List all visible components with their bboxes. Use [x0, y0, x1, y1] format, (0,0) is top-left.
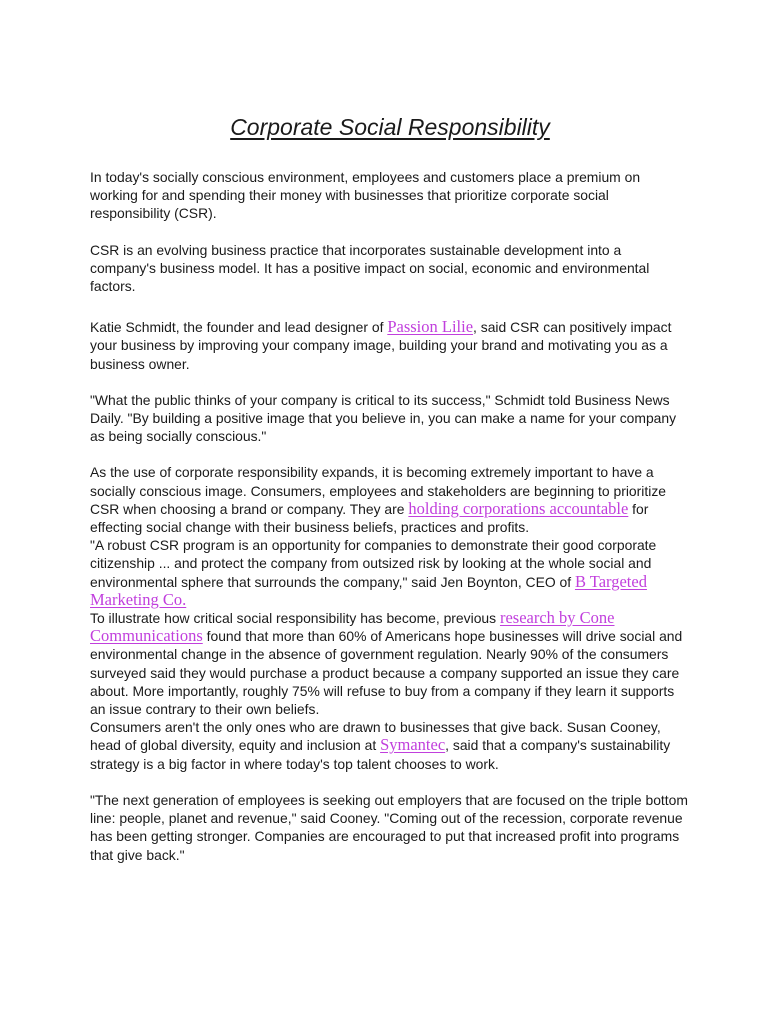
link-b-targeted-marketing[interactable]: B Targeted Marketing Co.: [90, 571, 647, 609]
paragraph-corporate-responsibility: [90, 463, 690, 536]
paragraph-cooney: [90, 718, 690, 773]
document-page: [90, 112, 690, 864]
paragraph-katie-schmidt: [90, 318, 690, 373]
link-passion-lilie[interactable]: Passion Lilie: [387, 317, 474, 337]
paragraph-text: , said CSR can positively impact your business by improving your company image, building your brand and motivating you as a business owner.: [90, 319, 672, 372]
paragraph-text: , said that a company's sustainability strategy is a big factor in where today's top talent chooses to work.: [90, 737, 671, 772]
paragraph-text: To illustrate how critical social responsibility has become, previous: [90, 610, 500, 627]
paragraph-text: Katie Schmidt, the founder and lead designer of: [90, 319, 388, 336]
link-holding-corporations-accountable[interactable]: holding corporations accountable: [408, 498, 629, 518]
paragraph-text: found that more than 60% of Americans hope businesses will drive social and environmental change in the absence of government regulation. Nearly 90% of the consumers surveyed said they would purchase a product because a company supported an issue they care about. More importantly, roughly 75% will refuse to buy from a company if they learn it supports an issue contrary to their own beliefs.: [90, 628, 683, 718]
paragraph-schmidt-quote: "What the public thinks of your company is critical to its success," Schmidt told Business News Daily. "By building a positive image that you believe in, you can make a name for your company as being socially conscious.": [90, 391, 677, 445]
paragraph-cone-research: [90, 609, 690, 718]
paragraph-csr-definition: CSR is an evolving business practice that incorporates sustainable development into a company's business model. It has a positive impact on social, economic and environmental factors.: [90, 241, 650, 295]
link-research-cone-communications[interactable]: research by Cone Communications: [90, 608, 615, 646]
paragraph-text: for effecting social change with their business beliefs, practices and profits.: [90, 500, 649, 536]
link-symantec[interactable]: Symantec: [380, 735, 446, 755]
paragraph-text: "A robust CSR program is an opportunity for companies to demonstrate their good corporate citizenship ... and protect the company from outsized risk by looking at the whole social and environmental sphere that surrounds the company," said Jen Boynton, CEO of: [90, 537, 657, 590]
paragraph-cooney-quote: "The next generation of employees is seeking out employers that are focused on the triple bottom line: people, planet and revenue," said Cooney. "Coming out of the recession, corporate revenue has been getting stronger. Companies are encouraged to put that increased profit into programs that give back.": [90, 791, 688, 863]
paragraph-intro: In today's socially conscious environment, employees and customers place a premium on working for and spending their money with businesses that prioritize corporate social responsibility (CSR).: [90, 169, 641, 222]
paragraph-boynton-quote: [90, 536, 690, 609]
paragraph-text: Consumers aren't the only ones who are drawn to businesses that give back. Susan Cooney, head of global diversity, equity and inclusion at: [90, 719, 661, 754]
document-title: Corporate Social Responsibility: [230, 114, 550, 140]
paragraph-text: As the use of corporate responsibility expands, it is becoming extremely important to have a socially conscious image. Consumers, employees and stakeholders are beginning to prioritize CSR when choosing a brand or company. They are: [90, 464, 666, 517]
